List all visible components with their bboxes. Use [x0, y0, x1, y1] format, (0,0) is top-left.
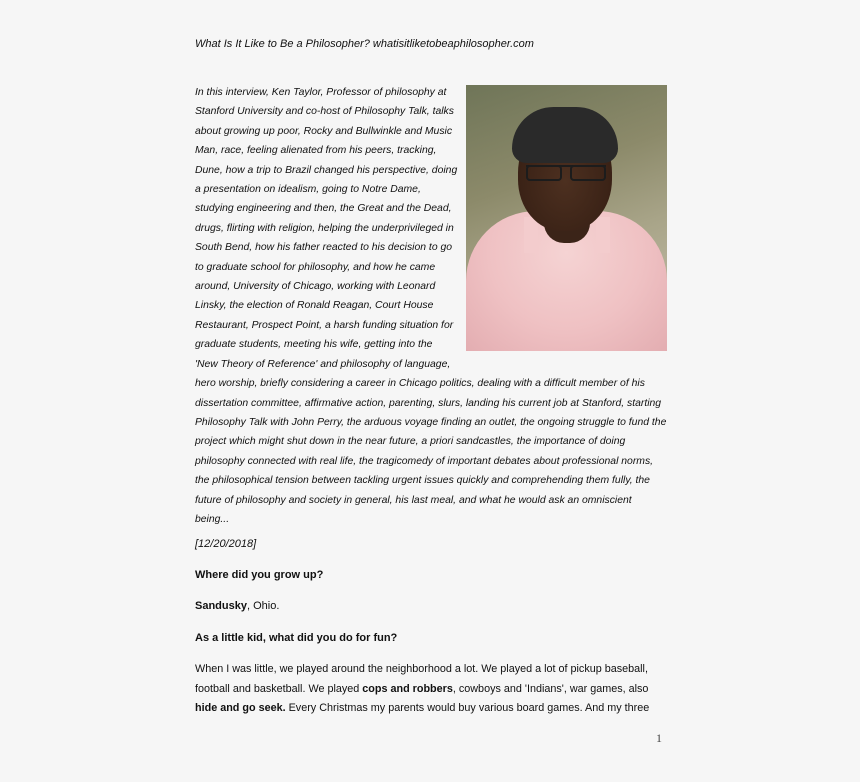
- running-header: What Is It Like to Be a Philosopher? whatisitliketobeaphilosopher.com: [195, 38, 534, 50]
- photo-glasses: [526, 165, 606, 181]
- answer-1-rest: , Ohio.: [246, 600, 280, 612]
- answer-2-bold-2: hide and go seek.: [195, 702, 286, 714]
- question-2: As a little kid, what did you do for fun?: [195, 632, 398, 644]
- page-number: 1: [656, 731, 662, 745]
- portrait-photo: [466, 85, 667, 351]
- answer-2-bold-1: cops and robbers: [362, 682, 453, 695]
- answer-2: [195, 660, 665, 719]
- answer-1: [195, 600, 279, 612]
- answer-2-part-2: , cowboys and 'Indians', war games, also: [452, 682, 649, 695]
- answer-1-bold: Sandusky: [195, 600, 247, 612]
- intro-text: In this interview, Ken Taylor, Professor of philosophy at Stanford University and co-host of Philosophy Talk, talks about growing up poor, Rocky and Bullwinkle and Music Man, race, feeling alienated from his peers, tracking, Dune, how a trip to Brazil changed his perspective, doing a presentation on idealism, going to Notre Dame, studying engineering and then, the Great and the Dead, drugs, flirting with religion, helping the underprivileged in South Bend, how his father reacted to his decision to go to graduate school for philosophy, and how he came around, University of Chicago, working with Leonard Linsky, the election of Ronald Reagan, Court House Restaurant, Prospect Point, a harsh funding situation for graduate students, meeting his wife, getting into the 'New Theory of Reference' and philosophy of language, hero worship, briefly considering a career in Chicago politics, dealing with a difficult member of his dissertation committee, affirmative action, parenting, slurs, landing his current job at Stanford, starting Philosophy Talk with John Perry, the arduous voyage finding an outlet, the ongoing struggle to fund the project which might shut down in the near future, a priori sandcastles, the importance of doing philosophy connected with real life, the tragicomedy of important debates about professional norms, the philosophical tension between tackling urgent issues quickly and comprehending them fully, the future of philosophy and society in general, his last meal, and what he would ask an omniscient being...: [195, 87, 667, 525]
- answer-2-part-3: Every Christmas my parents would buy various board games. And my three: [285, 702, 650, 714]
- answer-2-part-1: When I was little, we played around the neighborhood a lot. We played a lot of pickup baseball, football and basketball. We played: [195, 663, 648, 695]
- interview-date: [12/20/2018]: [195, 538, 257, 550]
- photo-hair: [512, 107, 618, 163]
- question-1: Where did you grow up?: [195, 569, 324, 581]
- intro-paragraph: [195, 83, 667, 529]
